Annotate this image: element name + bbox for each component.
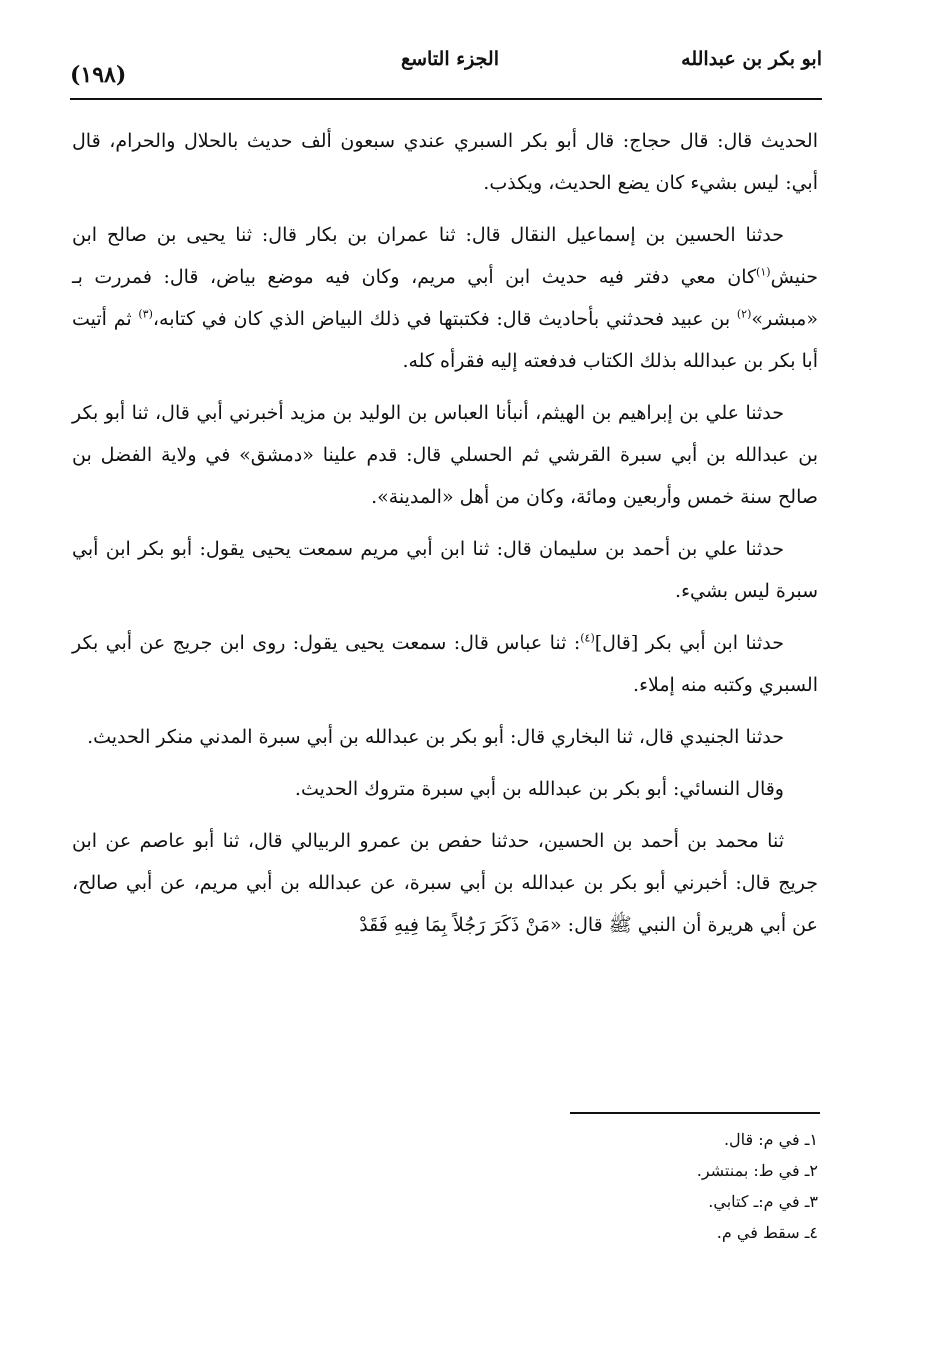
footnote-2: ٢ـ في ط: بمنتشر. [696,1161,818,1180]
paragraph-text: حدثنا الجنيدي قال، ثنا البخاري قال: أبو بكر بن عبدالله بن أبي سبرة المدني منكر الحديث. [87,726,784,748]
paragraph-text: حدثنا علي بن إبراهيم بن الهيثم، أنبأنا العباس بن الوليد بن مزيد أخبرني أبي قال، ثنا أبو بكر بن عبدالله بن أبي سبرة القرشي ثم الحسلي قال: قدم علينا «دمشق» في ولاية الفضل بن صالح سنة خمس وأربعين ومائة، وكان من أهل «المدينة». [72,402,818,508]
paragraph-text: ثنا محمد بن أحمد بن الحسين، حدثنا حفص بن عمرو الربيالي قال، ثنا أبو عاصم عن ابن جريج قال: أخبرني أبو بكر بن عبدالله بن أبي سبرة، عن عبدالله بن أبي مريم، عن أبي صالح، عن أبي هريرة أن النبي ﷺ قال: «مَنْ ذَكَرَ رَجُلاً بِمَا فِيهِ فَقَدْ [72,830,818,936]
footnote-4: ٤ـ سقط في م. [716,1223,818,1242]
paragraph-text: حدثنا الحسين بن إسماعيل النقال قال: ثنا عمران بن بكار قال: ثنا يحيى بن صالح ابن حنيش [72,224,818,288]
paragraph-4 [72,528,818,612]
footnote-ref-4[interactable]: (٤) [580,631,595,645]
paragraph-8 [72,820,818,946]
main-text [72,120,818,956]
header-divider [70,98,822,100]
paragraph-text: وقال النسائي: أبو بكر بن عبدالله بن أبي سبرة متروك الحديث. [294,778,784,800]
footnote-ref-2[interactable]: (٢) [736,307,752,321]
paragraph-7 [72,768,818,810]
page-header [70,40,822,96]
paragraph-3 [72,392,818,518]
paragraph-text: كان معي دفتر فيه حديث ابن أبي مريم، وكان فيه موضع بياض، قال: فمررت بـ «مبشر» [72,266,818,330]
paragraph-text: حدثنا ابن أبي بكر [قال] [594,632,784,654]
paragraph-5 [72,622,818,706]
footnote-ref-3[interactable]: (٣) [138,307,153,321]
footnote-ref-1[interactable]: (١) [756,265,771,279]
paragraph-text: بن عبيد فحدثني بأحاديث قال: فكتبتها في ذلك البياض الذي كان في كتابه، [152,308,737,330]
paragraph-1 [72,120,818,204]
page-number: (١٩٨) [70,62,127,88]
paragraph-6 [72,716,818,758]
footnote-divider [570,1112,820,1114]
footnote-3: ٣ـ في م:ـ كتابي. [708,1192,818,1211]
running-title: ابو بكر بن عبدالله [681,48,822,70]
paragraph-text: : ثنا عباس قال: سمعت يحيى يقول: روى ابن جريج عن أبي بكر السبري وكتبه منه إملاء. [72,632,818,696]
paragraph-2 [72,214,818,382]
paragraph-text: حدثنا علي بن أحمد بن سليمان قال: ثنا ابن أبي مريم سمعت يحيى يقول: أبو بكر ابن أبي سبرة ليس بشيء. [72,538,818,602]
paragraph-text: ثم أتيت أبا بكر بن عبدالله بذلك الكتاب فدفعته إليه فقرأه كله. [72,308,818,372]
volume-title: الجزء التاسع [401,48,499,70]
paragraph-text: الحديث قال: قال حجاج: قال أبو بكر السبري عندي سبعون ألف حديث بالحلال والحرام، قال أبي: ليس بشيء كان يضع الحديث، ويكذب. [72,130,818,194]
footnotes [400,1124,818,1248]
footnote-1: ١ـ في م: قال. [723,1130,818,1149]
